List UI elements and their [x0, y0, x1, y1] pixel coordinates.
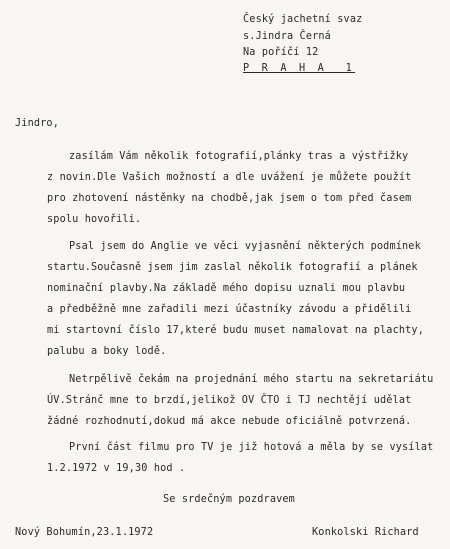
text-line: Netrpělivě čekám na projednání mého startu na sekretariátu	[69, 374, 434, 385]
address-line-attention: s.Jindra Černá	[243, 31, 331, 42]
text-line: nominační plavby.Na základě mého dopisu uznali mou plavbu	[47, 283, 406, 294]
text-line: spolu hovořili.	[47, 214, 142, 225]
text-line: pro zhotovení nástěnky na chodbě,jak jsem o tom před časem	[47, 193, 412, 204]
text-line: a předběžně mne zařadili mezi účastníky závodu a přidělili	[47, 304, 412, 315]
closing: Se srdečným pozdravem	[163, 494, 295, 505]
text-line: mi startovní číslo 17,které budu muset namalovat na plachty,	[47, 325, 425, 336]
text-line: Psal jsem do Anglie ve věci vyjasnění některých podmínek	[69, 241, 421, 252]
salutation: Jindro,	[15, 118, 59, 129]
place-date: Nový Bohumín,23.1.1972	[15, 527, 154, 538]
text-line: z novin.Dle Vašich možností a dle uvážení je můžete použít	[47, 172, 412, 183]
text-line: palubu a boky lodě.	[47, 346, 167, 357]
address-line-street: Na poříčí 12	[243, 47, 319, 58]
text-line: startu.Současně jsem jim zaslal několik fotografií a plánek	[47, 262, 418, 273]
signature: Konkolski Richard	[312, 527, 419, 538]
text-line: 1.2.1972 v 19,30 hod .	[47, 463, 186, 474]
text-line: žádné rozhodnutí,dokud má akce nebude oficiálně potvrzená.	[47, 416, 412, 427]
text-line: ÚV.Stránč mne to brzdí,jelikož OV ČTO i TJ nechtějí udělat	[47, 395, 412, 406]
address-line-organization: Český jachetní svaz	[243, 14, 363, 25]
address-line-city: P R A H A 1	[243, 63, 356, 74]
text-line: zasílám Vám několik fotografií,plánky tras a výstřižky	[69, 151, 409, 162]
text-line: První část filmu pro TV je již hotová a měla by se vysílat	[69, 442, 434, 453]
